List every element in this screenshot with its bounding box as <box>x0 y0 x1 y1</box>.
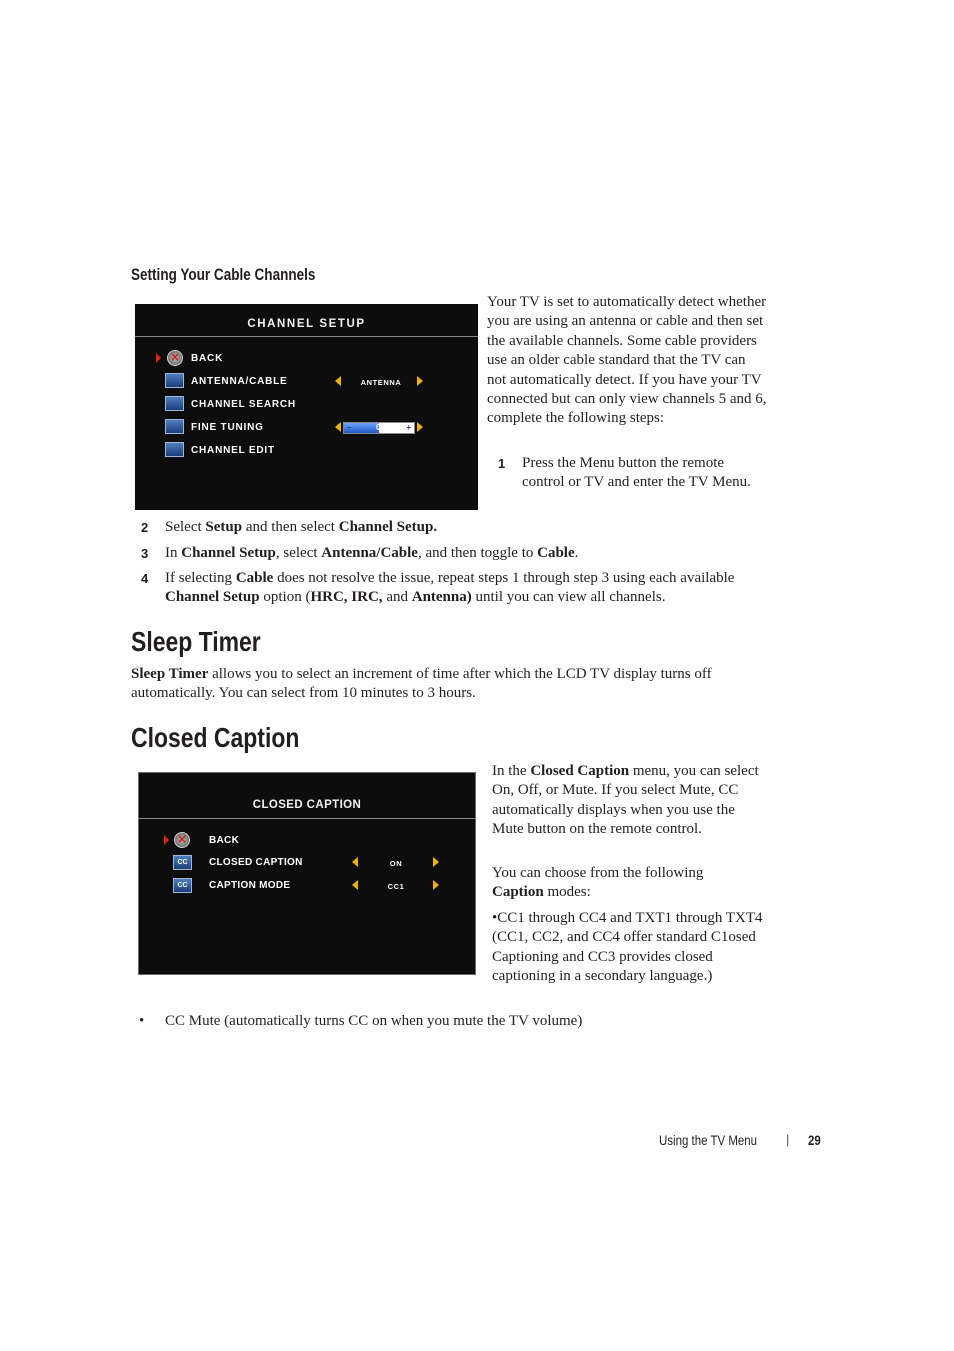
text-run: You can choose from the following <box>492 865 704 881</box>
text-run: , and then toggle to <box>417 545 538 561</box>
text-run: Select <box>165 519 206 535</box>
term-channel-setup: Channel Setup <box>181 545 276 561</box>
menu-item-fine-tuning: FINE TUNING <box>191 422 264 433</box>
term-channel-setup: Channel Setup. <box>338 519 438 535</box>
channel-search-icon <box>165 396 184 411</box>
menu-item-closed-caption: CLOSED CAPTION <box>209 857 303 868</box>
closed-caption-icon: CC <box>173 855 192 870</box>
sleep-timer-paragraph <box>131 665 761 704</box>
menu-item-channel-edit: CHANNEL EDIT <box>191 445 275 456</box>
menu-item-back: BACK <box>209 835 240 846</box>
step-number: 2 <box>141 520 149 535</box>
channel-edit-icon <box>165 442 184 457</box>
closed-caption-value: ON <box>389 859 403 868</box>
caption-mode-icon: CC <box>173 878 192 893</box>
back-icon: × <box>167 350 183 366</box>
footer-separator: | <box>786 1132 790 1147</box>
page-number: 29 <box>808 1132 821 1148</box>
text-run: until you can view all channels. <box>471 589 666 606</box>
term-hrc-irc: HRC, IRC, <box>310 589 383 606</box>
text-run: and <box>382 589 412 606</box>
fine-tuning-slider <box>343 422 415 434</box>
text-run: allows you to select an increment of time after which the LCD TV display turns off automatically. You can select from 10 minutes to 3 hours. <box>131 666 712 702</box>
closed-caption-paragraph <box>492 762 762 840</box>
caption-modes-list-item: •CC1 through CC4 and TXT1 through TXT4 (CC1, CC2, and CC4 offer standard C1osed Captioning and CC3 provides closed captioning in a secondary language.) <box>492 910 763 985</box>
arrow-right-icon <box>417 376 423 386</box>
arrow-left-icon <box>352 857 358 867</box>
term-antenna-cable: Antenna/Cable <box>321 545 418 561</box>
term-cable: Cable <box>537 545 575 561</box>
closed-caption-menu-screenshot <box>138 772 476 975</box>
channel-setup-menu-screenshot <box>135 304 478 510</box>
back-icon: × <box>174 832 190 848</box>
text-run: . <box>574 545 579 561</box>
cc-mute-bullet: CC Mute (automatically turns CC on when you mute the TV volume) <box>165 1013 583 1029</box>
term-antenna: Antenna) <box>411 589 472 606</box>
slider-minus-label: – <box>347 423 352 432</box>
text-run: modes: <box>543 884 591 901</box>
step-text <box>165 518 775 537</box>
arrow-right-icon <box>433 880 439 890</box>
menu-item-antenna-cable: ANTENNA/CABLE <box>191 376 288 387</box>
menu-divider <box>135 336 478 337</box>
caption-modes-paragraph <box>492 864 742 903</box>
text-run: does not resolve the issue, repeat steps 1 through step 3 using each available <box>273 570 735 586</box>
menu-item-back: BACK <box>191 353 224 364</box>
fine-tuning-icon <box>165 419 184 434</box>
text-run: If selecting <box>165 570 236 586</box>
term-caption: Caption <box>492 884 544 901</box>
arrow-left-icon <box>352 880 358 890</box>
subsection-title: Setting Your Cable Channels <box>131 266 316 284</box>
slider-value: 0 <box>376 423 381 432</box>
step-number: 4 <box>141 571 149 586</box>
step-number: 3 <box>141 546 149 561</box>
step-number: 1 <box>498 456 506 471</box>
antenna-cable-value: ANTENNA <box>360 378 402 387</box>
text-run: In the <box>492 763 531 779</box>
section-title-closed-caption: Closed Caption <box>131 722 300 753</box>
antenna-icon <box>165 373 184 388</box>
term-closed-caption: Closed Caption <box>530 763 630 779</box>
selection-arrow-icon <box>164 835 169 845</box>
menu-divider <box>138 818 476 819</box>
menu-title: CLOSED CAPTION <box>252 799 362 811</box>
selection-arrow-icon <box>156 353 161 363</box>
menu-item-caption-mode: CAPTION MODE <box>209 880 291 891</box>
menu-title: CHANNEL SETUP <box>247 318 366 330</box>
arrow-right-icon <box>417 422 423 432</box>
section-title-sleep-timer: Sleep Timer <box>131 626 261 657</box>
arrow-left-icon <box>335 376 341 386</box>
bullet-icon: • <box>139 1013 145 1029</box>
term-cable: Cable <box>235 570 274 586</box>
cable-intro-paragraph: Your TV is set to automatically detect whether you are using an antenna or cable and then set the available channels. Some cable providers use an older cable standard that the TV can not automatically detect. If you have your TV connected but can only view channels 5 and 6, complete the following steps: <box>487 294 767 427</box>
arrow-left-icon <box>335 422 341 432</box>
text-run: menu, you can select On, Off, or Mute. If you select Mute, CC automatically displays when you use the Mute button on the remote control. <box>492 763 759 838</box>
text-run: and then select <box>242 519 339 535</box>
caption-mode-value: CC1 <box>387 882 405 891</box>
term-setup: Setup <box>205 519 243 535</box>
menu-item-channel-search: CHANNEL SEARCH <box>191 399 296 410</box>
step-text <box>165 544 775 563</box>
footer-section-name: Using the TV Menu <box>659 1132 758 1148</box>
term-sleep-timer: Sleep Timer <box>131 666 209 682</box>
text-run: option ( <box>259 589 311 606</box>
slider-plus-label: + <box>406 423 411 432</box>
step-text: Press the Menu button the remote control or TV and enter the TV Menu. <box>522 455 751 491</box>
text-run: In <box>165 545 182 561</box>
text-run: , select <box>275 545 322 561</box>
arrow-right-icon <box>433 857 439 867</box>
term-channel-setup: Channel Setup <box>165 589 260 606</box>
step-text <box>165 569 775 608</box>
